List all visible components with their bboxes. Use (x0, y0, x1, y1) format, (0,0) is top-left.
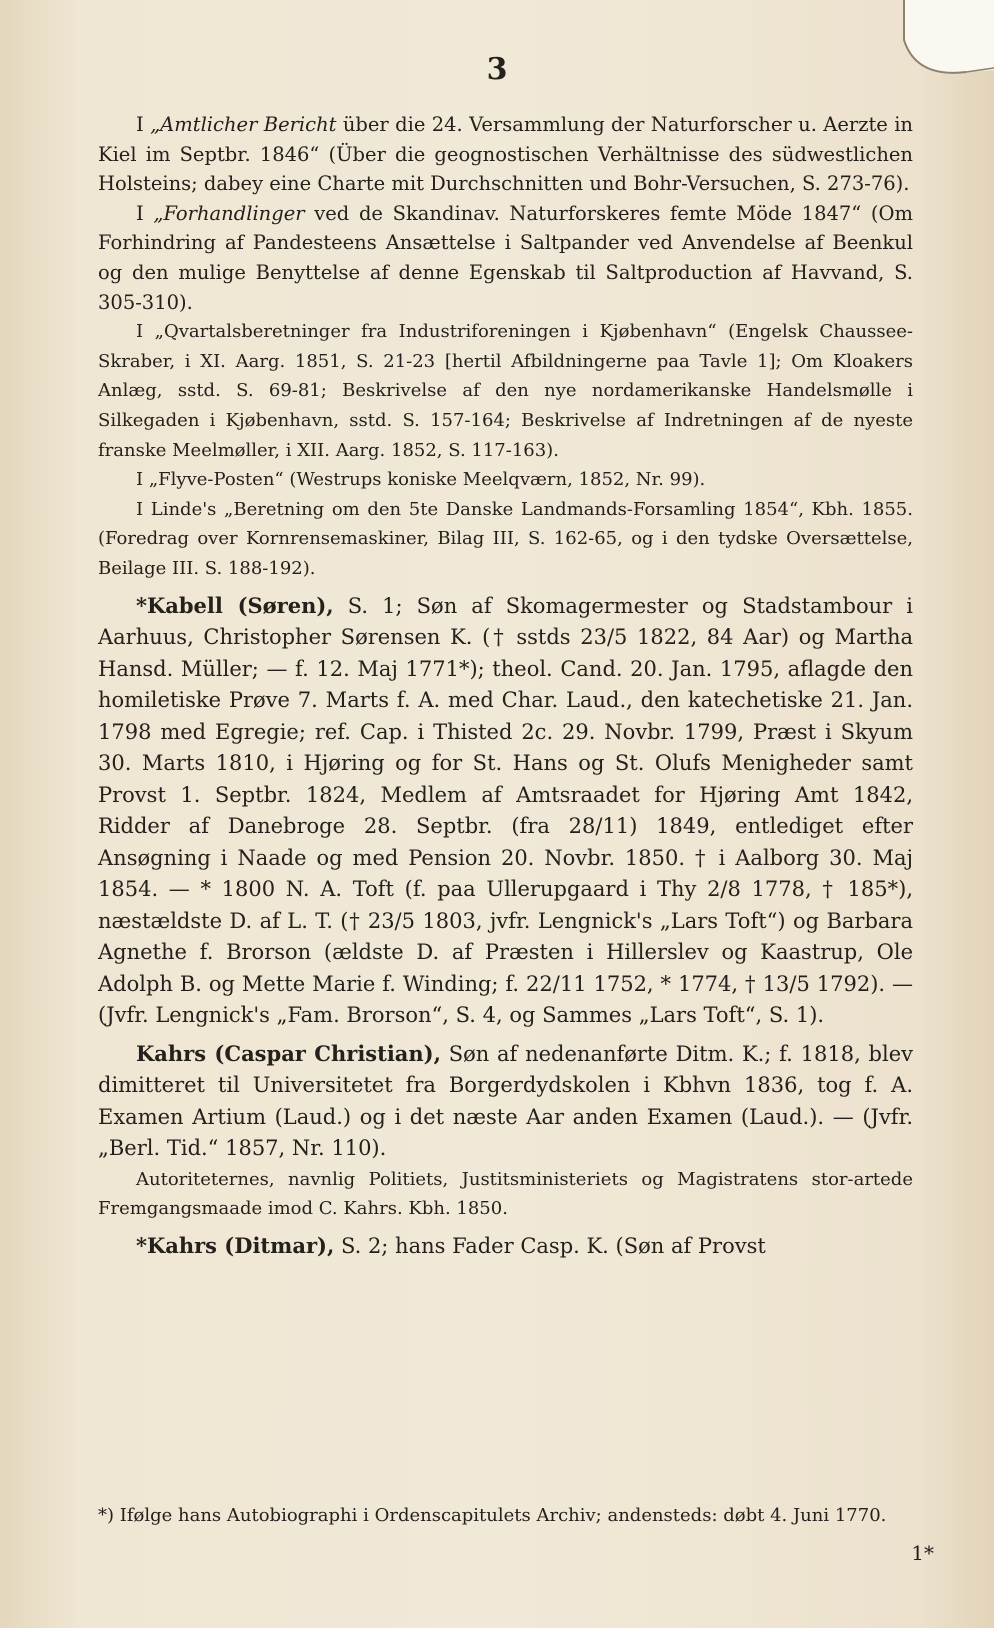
publication-note: Autoriteternes, navnlig Politiets, Justitsministeriets og Magistratens stor-artede Fremgangsmaade imod C. Kahrs. Kbh. 1850. (98, 1168, 913, 1220)
reference-title: „Amtlicher Bericht (150, 113, 337, 136)
footnote: *) Ifølge hans Autobiographi i Ordenscapitulets Archiv; andensteds: døbt 4. Juni 1770. (98, 1505, 887, 1526)
entry-text: S. 1; Søn af Skomagermester og Stadstambour i Aarhuus, Christopher Sørensen K. († sstds 23/5 1822, 84 Aar) og Martha Hansd. Müller; — f. 12. Maj 1771*); theol. Cand. 20. Jan. 1795, aflagde den homiletiske Prøve 7. Marts f. A. med Char. Laud., den katechetiske 21. Jan. 1798 med Egregie; ref. Cap. i Thisted 2c. 29. Novbr. 1799, Præst i Skyum 30. Marts 1810, i Hjøring og for St. Hans og St. Olufs Menigheder samt Provst 1. Septbr. 1824, Medlem af Amtsraadet for Hjøring Amt 1842, Ridder af Danebroge 28. Septbr. (fra 28/11) 1849, entlediget efter Ansøgning i Naade og med Pension 20. Novbr. 1850. † i Aalborg 30. Maj 1854. — * 1800 N. A. Toft (f. paa Ullerupgaard i Thy 2/8 1778, † 185*), næstældste D. af L. T. († 23/5 1803, jvfr. Lengnick's „Lars Toft“) og Barbara Agnethe f. Brorson (ældste D. af Præsten i Hillerslev og Kaastrup, Ole Adolph B. og Mette Marie f. Winding; f. 22/11 1752, * 1774, † 13/5 1792). — (Jvfr. Lengnick's „Fam. Brorson“, S. 4, og Sammes „Lars Toft“, S. 1). (98, 593, 913, 1027)
reference-prefix: I (136, 113, 151, 136)
reference-paragraph (98, 199, 913, 317)
reference-paragraph: I „Qvartalsberetninger fra Industriforeningen i Kjøbenhavn“ (Engelsk Chaussee-Skraber, i XI. Aarg. 1851, S. 21-23 [hertil Afbildningerne paa Tavle 1]; Om Kloakers Anlæg, sstd. S. 69-81; Beskrivelse af den nye nordamerikanske Handelsmølle i Silkegaden i Kjøbenhavn, sstd. S. 157-164; Beskrivelse af Indretningen af de nyeste franske Meelmøller, i XII. Aarg. 1852, S. 117-163). (98, 321, 913, 461)
entry-name: *Kahrs (Ditmar), (136, 1232, 335, 1258)
reference-prefix: I (136, 201, 154, 225)
biography-entry (98, 1038, 913, 1165)
entry-text: S. 2; hans Fader Casp. K. (Søn af Provst (334, 1233, 766, 1258)
main-text (98, 110, 913, 1262)
printer-signature: 1* (911, 1541, 934, 1565)
reference-paragraph (98, 110, 913, 199)
entry-text: Søn af nedenanførte Ditm. K.; f. 1818, blev dimitteret til Universitetet fra Borgerdydskolen i Kbhvn 1836, tog f. A. Examen Artium (Laud.) og i det næste Aar anden Examen (Laud.). — (Jvfr. „Berl. Tid.“ 1857, Nr. 110). (98, 1041, 913, 1160)
reference-text: ved de Skandinav. Naturforskeres femte Möde 1847“ (Om Forhindring af Pandesteens Ansættelse i Saltpander ved Anvendelse af Beenkul og den mulige Benyttelse af denne Egenskab til Saltproduction af Havvand, S. 305-310). (98, 201, 913, 314)
biography-entry (98, 590, 913, 1032)
entry-name: Kahrs (Caspar Christian), (136, 1040, 441, 1066)
reference-paragraph: I „Flyve-Posten“ (Westrups koniske Meelqværn, 1852, Nr. 99). (136, 469, 706, 491)
entry-name: *Kabell (Søren), (136, 592, 334, 618)
page-number: 3 (486, 52, 508, 87)
reference-paragraph: I Linde's „Beretning om den 5te Danske Landmands-Forsamling 1854“, Kbh. 1855. (Foredrag over Kornrensemaskiner, Bilag III, S. 162-65, og i den tydske Oversættelse, Beilage III. S. 188-192). (98, 498, 913, 579)
biography-entry (98, 1230, 913, 1263)
reference-text: über die 24. Versammlung der Naturforscher u. Aerzte in Kiel im Septbr. 1846“ (Über die geognostischen Verhältnisse des südwestlichen Holsteins; dabey eine Charte mit Durchschnitten und Bohr-Versuchen, S. 273-76). (98, 113, 913, 196)
reference-title: „Forhandlinger (153, 201, 305, 225)
